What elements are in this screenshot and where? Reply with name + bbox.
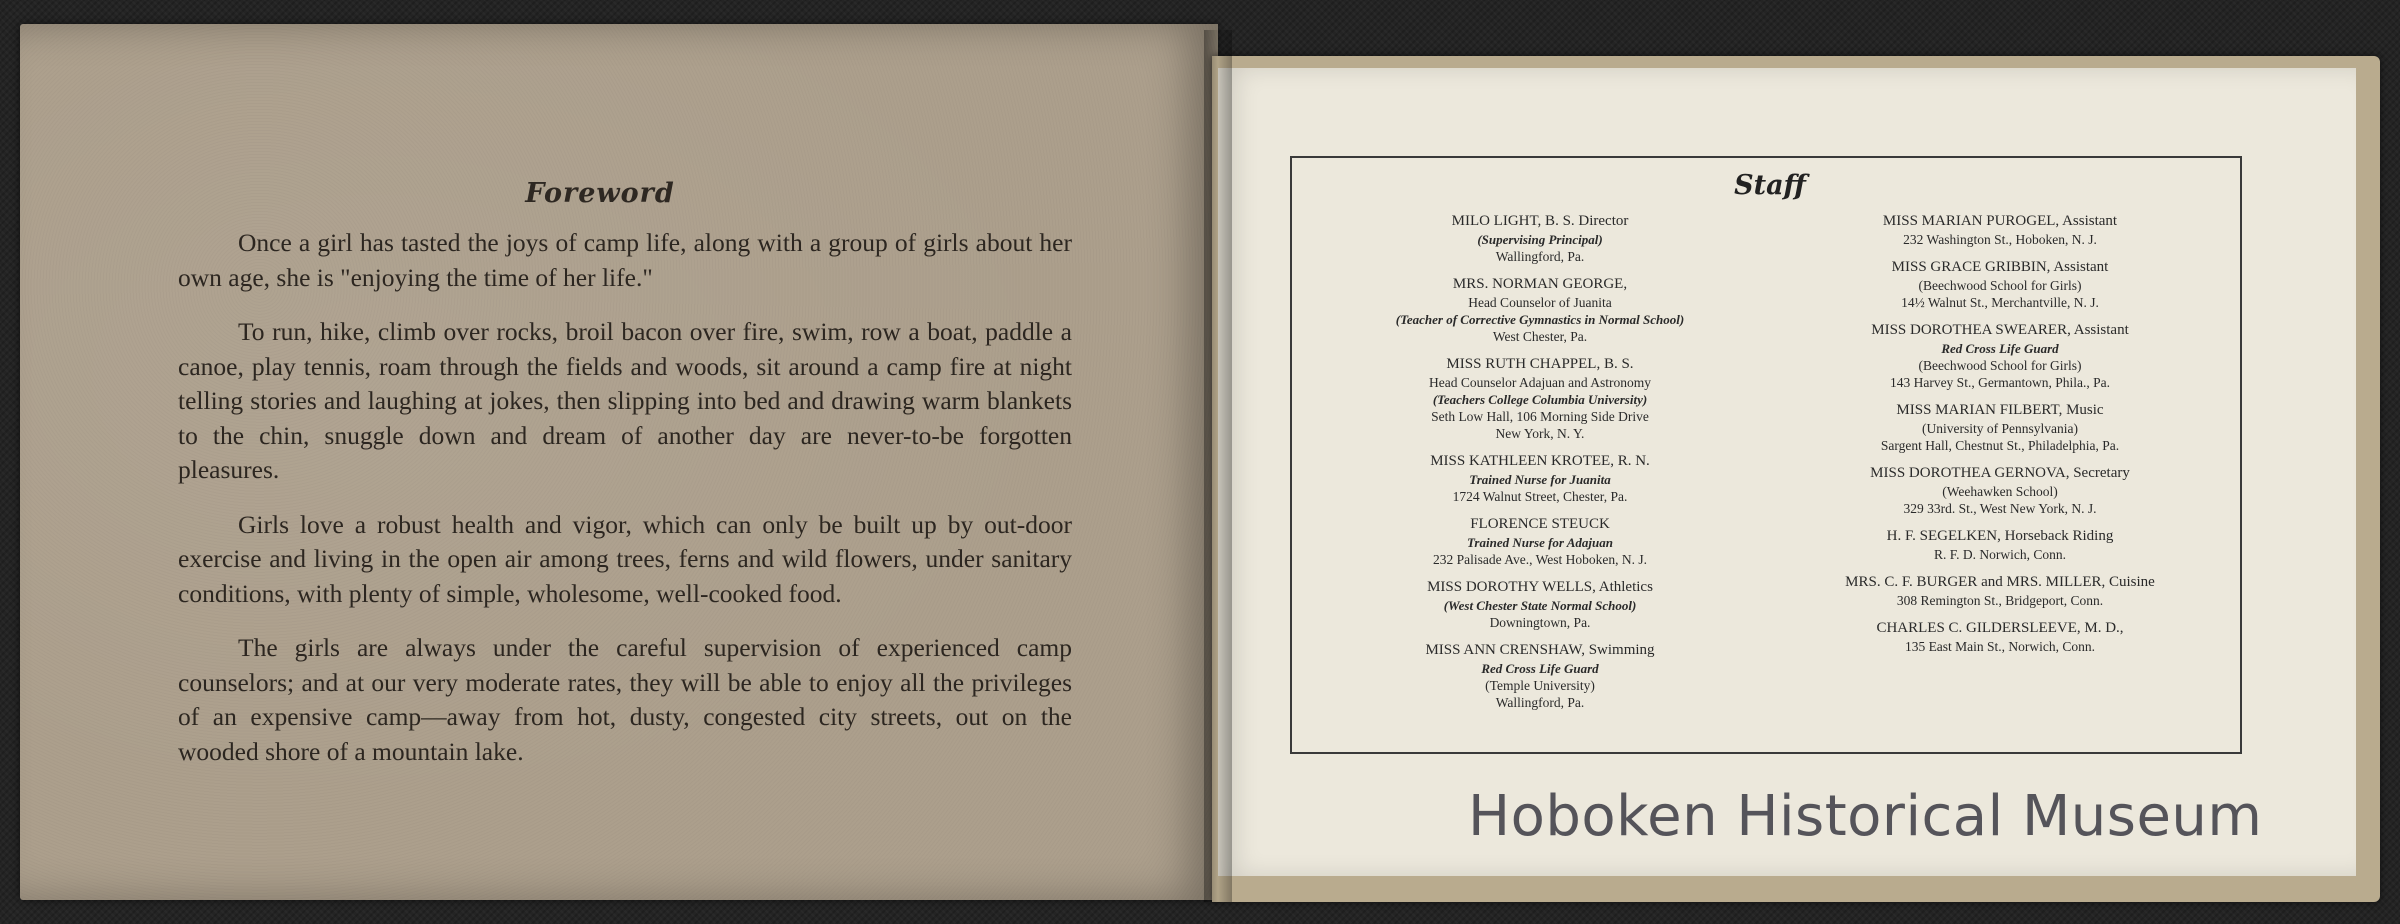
staff-detail: Wallingford, Pa. — [1495, 695, 1585, 710]
staff-name: MISS DOROTHY WELLS, Athletics — [1427, 579, 1653, 595]
staff-member — [1790, 321, 2210, 391]
staff-detail: West Chester, Pa. — [1492, 329, 1588, 344]
staff-detail: 308 Remington St., Bridgeport, Conn. — [1896, 593, 2104, 608]
staff-detail: (Teachers College Columbia University) — [1432, 392, 1648, 407]
foreword-paragraph: Once a girl has tasted the joys of camp life, along with a group of girls about her own age, she is "enjoying the time of her life." — [178, 228, 1072, 292]
staff-detail: Head Counselor Adajuan and Astronomy — [1429, 375, 1651, 390]
staff-detail: Red Cross Life Guard — [1941, 341, 2059, 356]
staff-detail: 135 East Main St., Norwich, Conn. — [1904, 639, 2096, 654]
staff-name: MISS KATHLEEN KROTEE, R. N. — [1430, 453, 1650, 469]
staff-detail: Wallingford, Pa. — [1495, 249, 1585, 264]
staff-name: FLORENCE STEUCK — [1470, 516, 1610, 532]
staff-detail: 232 Palisade Ave., West Hoboken, N. J. — [1432, 552, 1648, 567]
staff-member — [1340, 275, 1740, 345]
staff-member — [1340, 355, 1740, 442]
staff-member — [1790, 401, 2210, 454]
staff-title: Staff — [1734, 170, 1806, 201]
staff-detail: (West Chester State Normal School) — [1443, 598, 1637, 613]
staff-column-right — [1790, 212, 2210, 665]
staff-member — [1340, 578, 1740, 631]
staff-name: MRS. C. F. BURGER and MRS. MILLER, Cuisine — [1845, 574, 2155, 590]
staff-name: CHARLES C. GILDERSLEEVE, M. D., — [1876, 620, 2124, 636]
staff-detail: Sargent Hall, Chestnut St., Philadelphia, Pa. — [1880, 438, 2120, 453]
staff-detail: 1724 Walnut Street, Chester, Pa. — [1452, 489, 1628, 504]
foreword-title: Foreword — [525, 178, 675, 209]
staff-member — [1340, 641, 1740, 711]
museum-watermark: Hoboken Historical Museum — [1468, 784, 2263, 849]
staff-member — [1790, 573, 2210, 609]
staff-column-left — [1340, 212, 1740, 721]
staff-detail: 329 33rd. St., West New York, N. J. — [1903, 501, 2097, 516]
foreword-body — [178, 226, 1072, 789]
staff-member — [1340, 212, 1740, 265]
foreword-paragraph: To run, hike, climb over rocks, broil bacon over fire, swim, row a boat, paddle a canoe, play tennis, roam through the fields and woods, sit around a camp fire at night telling stories and laughing at jokes, then slipping into bed and drawing warm blankets to the chin, snuggle down and dream of another day are never-to-be forgotten pleasures. — [178, 317, 1072, 484]
staff-detail: Trained Nurse for Juanita — [1469, 472, 1611, 487]
staff-detail: 232 Washington St., Hoboken, N. J. — [1903, 232, 2097, 247]
staff-detail: New York, N. Y. — [1495, 426, 1585, 441]
staff-detail: (Weehawken School) — [1942, 484, 2058, 499]
staff-detail: Seth Low Hall, 106 Morning Side Drive — [1431, 409, 1649, 424]
staff-detail: Trained Nurse for Adajuan — [1466, 535, 1614, 550]
staff-member — [1790, 619, 2210, 655]
staff-detail: Red Cross Life Guard — [1481, 661, 1599, 676]
staff-name: MISS MARIAN FILBERT, Music — [1896, 402, 2104, 418]
staff-member — [1790, 527, 2210, 563]
staff-name: MISS DOROTHEA SWEARER, Assistant — [1871, 322, 2129, 338]
staff-name: MRS. NORMAN GEORGE, — [1452, 276, 1628, 292]
staff-detail: Downingtown, Pa. — [1489, 615, 1591, 630]
book-gutter — [1204, 30, 1232, 902]
staff-member — [1790, 212, 2210, 248]
staff-name: H. F. SEGELKEN, Horseback Riding — [1886, 528, 2114, 544]
staff-detail: 14½ Walnut St., Merchantville, N. J. — [1901, 295, 2099, 310]
staff-name: MISS GRACE GRIBBIN, Assistant — [1891, 259, 2109, 275]
staff-detail: R. F. D. Norwich, Conn. — [1933, 547, 2067, 562]
staff-member — [1340, 452, 1740, 505]
staff-detail: 143 Harvey St., Germantown, Phila., Pa. — [1889, 375, 2111, 390]
staff-detail: (Teacher of Corrective Gymnastics in Normal School) — [1395, 312, 1685, 327]
staff-detail: (Temple University) — [1485, 678, 1595, 693]
foreword-paragraph: The girls are always under the careful supervision of experienced camp counselors; and at our very moderate rates, they will be able to enjoy all the privileges of an expensive camp—away from hot, dusty, congested city streets, out on the wooded shore of a mountain lake. — [178, 633, 1072, 766]
foreword-paragraph: Girls love a robust health and vigor, which can only be built up by out-door exercise and living in the open air among trees, ferns and wild flowers, under sanitary conditions, with plenty of simple, wholesome, well-cooked food. — [178, 509, 1072, 608]
staff-member — [1340, 515, 1740, 568]
staff-member — [1790, 464, 2210, 517]
staff-member — [1790, 258, 2210, 311]
staff-detail: (Beechwood School for Girls) — [1918, 278, 2082, 293]
staff-name: MISS DOROTHEA GERNOVA, Secretary — [1870, 465, 2130, 481]
staff-detail: Head Counselor of Juanita — [1468, 295, 1612, 310]
staff-name: MISS ANN CRENSHAW, Swimming — [1425, 642, 1655, 658]
staff-detail: (Beechwood School for Girls) — [1918, 358, 2082, 373]
staff-name: MILO LIGHT, B. S. Director — [1451, 213, 1629, 229]
staff-detail: (University of Pennsylvania) — [1922, 421, 2078, 436]
staff-name: MISS RUTH CHAPPEL, B. S. — [1446, 356, 1634, 372]
staff-name: MISS MARIAN PUROGEL, Assistant — [1882, 213, 2118, 229]
staff-detail: (Supervising Principal) — [1477, 232, 1603, 247]
